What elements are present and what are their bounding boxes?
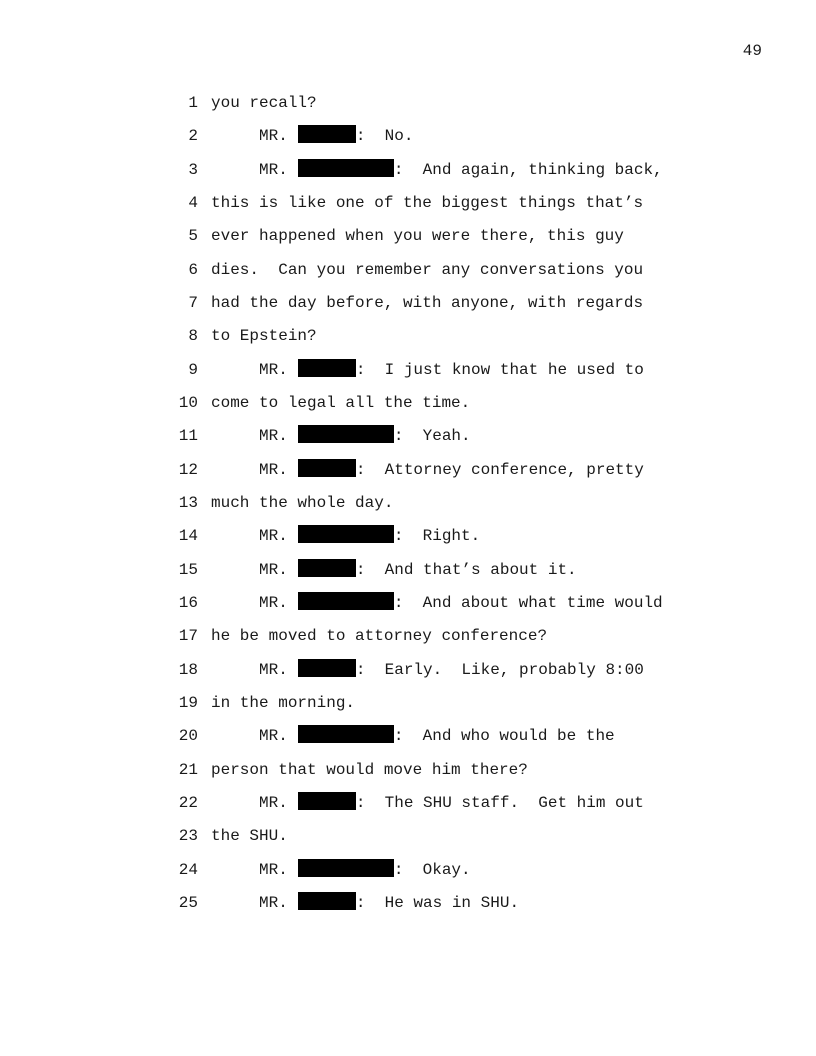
line-content: : And that’s about it.	[355, 560, 577, 579]
line-number: 9	[188, 360, 198, 379]
transcript-line	[0, 325, 816, 358]
line-content: : Yeah.	[393, 427, 471, 446]
line-number: 2	[188, 127, 198, 146]
speaker-label: MR.	[259, 160, 288, 179]
speaker-label: MR.	[259, 527, 288, 546]
line-number: 4	[188, 193, 198, 212]
transcript-line	[0, 225, 816, 258]
transcript-line	[0, 125, 816, 158]
line-content: to Epstein?	[211, 327, 317, 346]
line-content: : Okay.	[393, 860, 471, 879]
redaction-box	[298, 159, 394, 177]
transcript-line	[0, 292, 816, 325]
line-content: : He was in SHU.	[355, 893, 520, 912]
line-text	[259, 892, 519, 914]
transcript-line	[0, 625, 816, 658]
redaction-box	[298, 425, 394, 443]
line-text	[211, 625, 547, 647]
line-number: 22	[178, 793, 198, 812]
line-number: 16	[178, 593, 198, 612]
redaction-box	[298, 459, 356, 477]
redaction-box	[298, 525, 394, 543]
line-text	[211, 692, 355, 714]
speaker-label: MR.	[259, 860, 288, 879]
speaker-label: MR.	[259, 893, 288, 912]
redaction-box	[298, 659, 356, 677]
line-content: had the day before, with anyone, with regards	[211, 293, 644, 312]
line-text	[211, 825, 288, 847]
line-number: 25	[178, 893, 198, 912]
speaker-label: MR.	[259, 727, 288, 746]
speaker-label: MR.	[259, 793, 288, 812]
line-number: 1	[188, 94, 198, 112]
line-number: 6	[188, 260, 198, 279]
line-text	[259, 525, 480, 547]
line-content: come to legal all the time.	[211, 393, 471, 412]
transcript-line	[0, 492, 816, 525]
redaction-box	[298, 125, 356, 143]
transcript-line	[0, 659, 816, 692]
transcript-body	[0, 92, 816, 925]
transcript-line	[0, 759, 816, 792]
redaction-box	[298, 859, 394, 877]
transcript-line	[0, 692, 816, 725]
line-number: 11	[178, 427, 198, 446]
transcript-line	[0, 725, 816, 758]
line-text	[211, 92, 317, 114]
speaker-label: MR.	[259, 460, 288, 479]
speaker-label: MR.	[259, 127, 288, 146]
transcript-line	[0, 859, 816, 892]
speaker-label: MR.	[259, 660, 288, 679]
redaction-box	[298, 559, 356, 577]
line-number: 7	[188, 293, 198, 312]
line-text	[211, 492, 393, 514]
speaker-label: MR.	[259, 560, 288, 579]
line-content: in the morning.	[211, 693, 356, 712]
transcript-line	[0, 559, 816, 592]
line-text	[259, 592, 663, 614]
redaction-box	[298, 359, 356, 377]
line-content: person that would move him there?	[211, 760, 528, 779]
transcript-line	[0, 159, 816, 192]
transcript-line	[0, 425, 816, 458]
line-text	[259, 125, 413, 147]
line-number: 12	[178, 460, 198, 479]
transcript-line	[0, 792, 816, 825]
line-number: 15	[178, 560, 198, 579]
line-text	[259, 792, 644, 814]
line-text	[259, 859, 471, 881]
line-content: dies. Can you remember any conversations you	[211, 260, 644, 279]
line-number: 5	[188, 227, 198, 246]
line-number: 20	[178, 727, 198, 746]
line-number: 23	[178, 827, 198, 846]
speaker-label: MR.	[259, 360, 288, 379]
transcript-line	[0, 825, 816, 858]
line-content: he be moved to attorney conference?	[211, 627, 548, 646]
line-content: : Right.	[393, 527, 481, 546]
line-text	[211, 292, 643, 314]
line-number: 10	[178, 393, 198, 412]
line-text	[259, 359, 644, 381]
line-text	[259, 459, 644, 481]
line-content: : And again, thinking back,	[393, 160, 663, 179]
line-content: you recall?	[211, 94, 317, 112]
line-number: 8	[188, 327, 198, 346]
transcript-line	[0, 359, 816, 392]
line-content: ever happened when you were there, this guy	[211, 227, 624, 246]
transcript-line	[0, 459, 816, 492]
line-number: 21	[178, 760, 198, 779]
line-text	[259, 725, 615, 747]
line-text	[211, 759, 528, 781]
line-text	[211, 392, 470, 414]
line-number: 19	[178, 693, 198, 712]
transcript-line	[0, 592, 816, 625]
redaction-box	[298, 892, 356, 910]
line-text	[211, 225, 624, 247]
line-content: the SHU.	[211, 827, 288, 846]
transcript-line	[0, 92, 816, 125]
redaction-box	[298, 725, 394, 743]
line-text	[259, 425, 471, 447]
transcript-line	[0, 259, 816, 292]
line-content: : Early. Like, probably 8:00	[355, 660, 644, 679]
redaction-box	[298, 592, 394, 610]
line-content: : I just know that he used to	[355, 360, 644, 379]
transcript-line	[0, 392, 816, 425]
line-content: : And about what time would	[393, 593, 663, 612]
transcript-line	[0, 192, 816, 225]
transcript-line	[0, 892, 816, 925]
line-text	[211, 259, 643, 281]
transcript-line	[0, 525, 816, 558]
line-content: this is like one of the biggest things that’s	[211, 193, 644, 212]
line-number: 18	[178, 660, 198, 679]
line-content: : Attorney conference, pretty	[355, 460, 644, 479]
redaction-box	[298, 792, 356, 810]
page-number: 49	[742, 42, 762, 60]
line-number: 13	[178, 493, 198, 512]
line-content: : The SHU staff. Get him out	[355, 793, 644, 812]
line-content: : And who would be the	[393, 727, 615, 746]
speaker-label: MR.	[259, 427, 288, 446]
line-number: 17	[178, 627, 198, 646]
line-text	[259, 559, 577, 581]
line-text	[211, 325, 317, 347]
line-number: 14	[178, 527, 198, 546]
line-content: much the whole day.	[211, 493, 394, 512]
line-content: : No.	[355, 127, 414, 146]
line-text	[259, 659, 644, 681]
line-number: 3	[188, 160, 198, 179]
speaker-label: MR.	[259, 593, 288, 612]
line-number: 24	[178, 860, 198, 879]
line-text	[259, 159, 663, 181]
line-text	[211, 192, 643, 214]
